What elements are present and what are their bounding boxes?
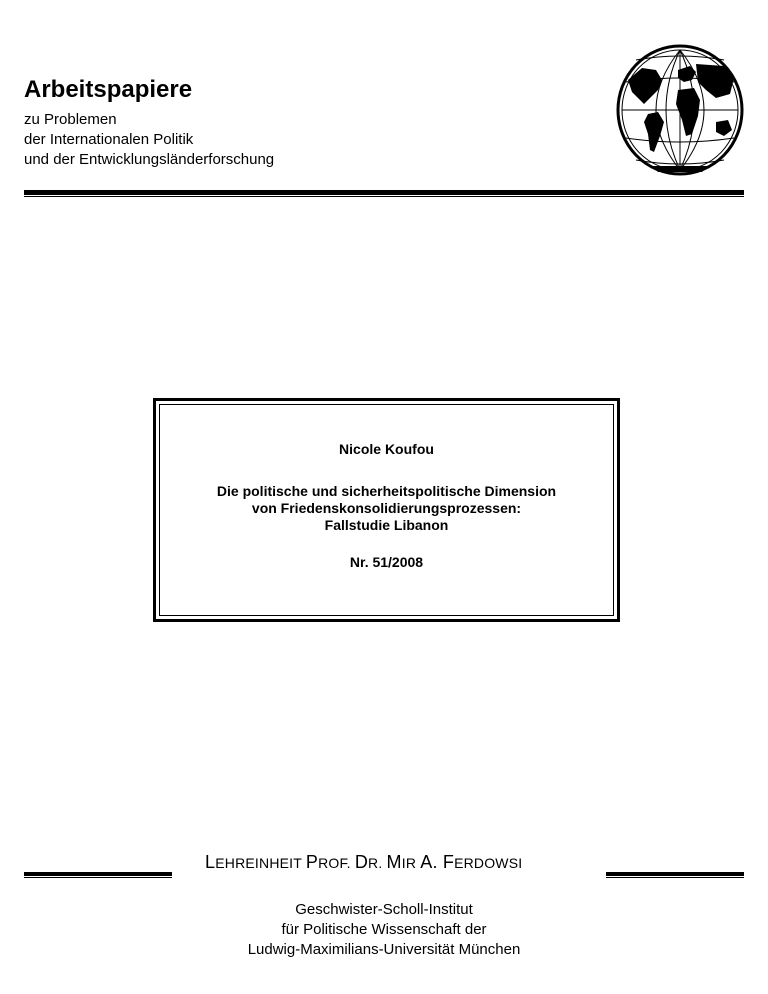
globe-icon	[612, 40, 748, 180]
paper-number: Nr. 51/2008	[349, 554, 424, 570]
chair-part: MIR	[386, 852, 421, 872]
institute-address	[0, 900, 768, 960]
chair-part: A.	[420, 852, 443, 872]
paper-title-line: von Friedenskonsolidierungsprozessen:	[251, 500, 522, 516]
paper-title-line: Fallstudie Libanon	[324, 517, 449, 533]
subtitle-line: zu Problemen	[24, 111, 117, 128]
title-box	[153, 398, 620, 622]
chair-part: PROF.	[305, 852, 355, 872]
paper-title	[156, 483, 617, 534]
subtitle-line: der Internationalen Politik	[24, 131, 194, 148]
series-title: Arbeitspapiere	[24, 76, 193, 103]
series-subtitle	[24, 110, 274, 170]
institute-line: Ludwig-Maximilians-Universität München	[247, 941, 521, 958]
institute-line: für Politische Wissenschaft der	[281, 921, 487, 938]
author-name: Nicole Koufou	[339, 441, 434, 457]
footer-divider-left	[24, 872, 172, 878]
subtitle-line: und der Entwicklungsländerforschung	[24, 151, 275, 168]
chair-part: DR.	[354, 852, 387, 872]
institute-line: Geschwister-Scholl-Institut	[295, 901, 473, 918]
footer-divider-right	[606, 872, 744, 878]
header-divider	[24, 190, 744, 198]
chair-name	[205, 852, 522, 873]
paper-title-line: Die politische und sicherheitspolitische Dimension	[216, 483, 557, 499]
chair-part: FERDOWSI	[442, 852, 523, 872]
chair-part: LEHREINHEIT	[205, 852, 306, 872]
